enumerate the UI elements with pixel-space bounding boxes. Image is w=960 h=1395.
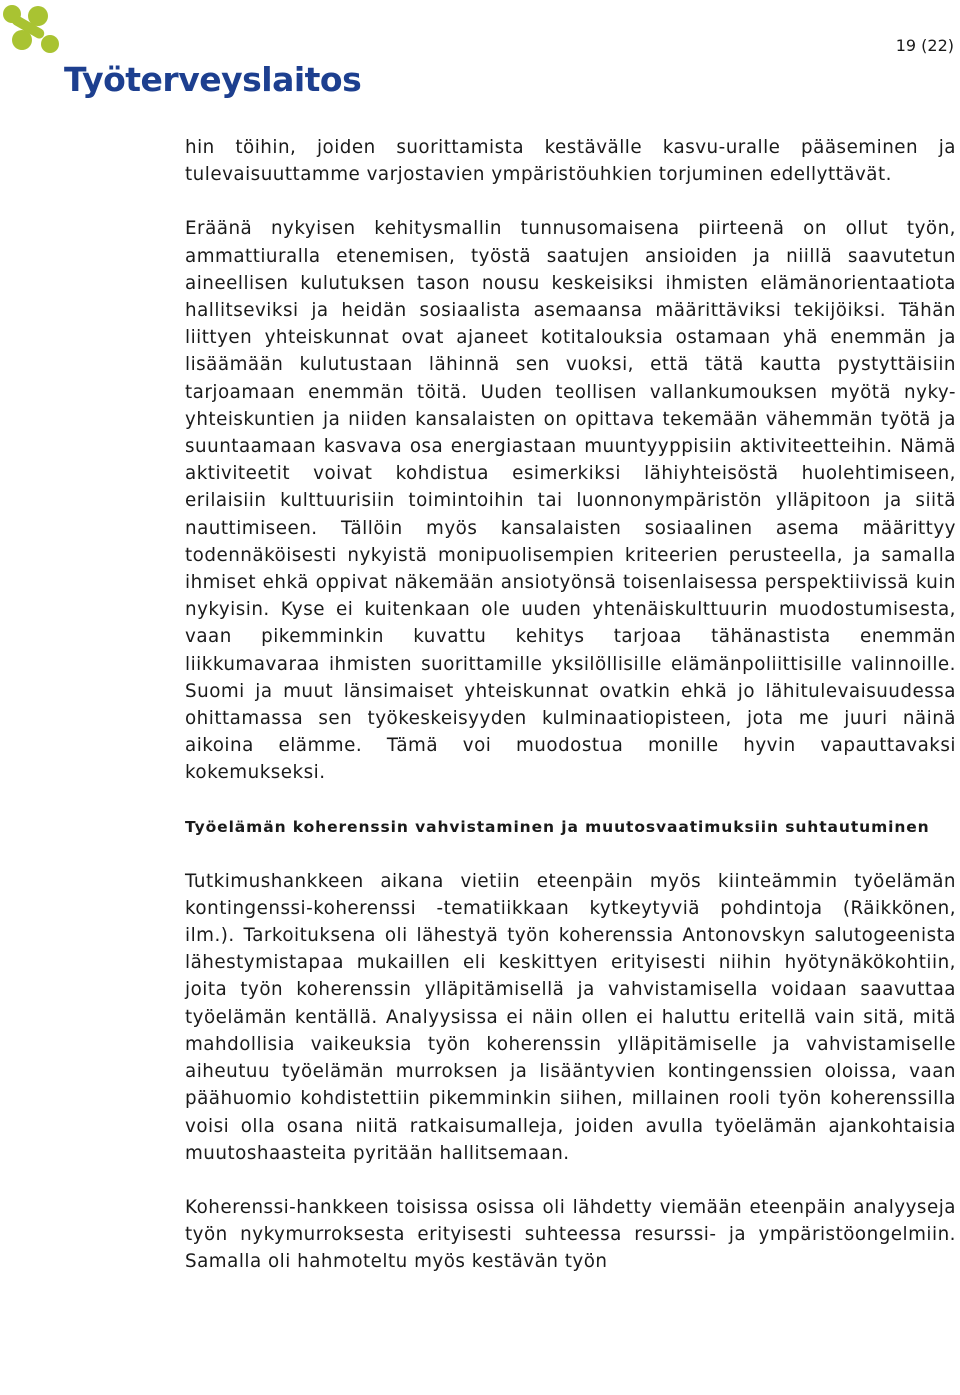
page-number: 19 (22): [895, 36, 954, 55]
logo-mark-icon: [0, 0, 64, 64]
paragraph-research-project: Tutkimushankkeen aikana vietiin eteenpäin myös kiinteämmin työelämän kontingenssi-koherenssi -tematiikkaan kytkeytyviä pohdintoja (Räikkönen, ilm.). Tarkoituksena oli lähestyä työn koherenssia Antonovskyn salutogeenista lähestymistapaa mukaillen eli keskittyen erityisesti niihin hyötynäkökohtiin, joita työn koherenssin ylläpitämisellä ja vahvistamisella voidaan saavuttaa työelämän kentällä. Analyysissa ei näin ollen ei haluttu eritellä vain sitä, mitä mahdollisia vaikeuksia työn koherenssin ylläpitämiselle ja vahvistamiselle aiheutuu työelämän murroksen ja lisääntyvien kontingenssien oloissa, vaan päähuomio kohdistettiin pikemminkin siihen, millainen rooli työn koherenssilla voisi olla osana niitä ratkaisumalleja, joiden avulla työelämän ajankohtaisia muutoshaasteita pyritään hallitsemaan.: [185, 870, 956, 1164]
section-heading: Työelämän koherenssin vahvistaminen ja muutosvaatimuksiin suhtautuminen: [185, 817, 930, 836]
document-body: [185, 134, 956, 1276]
paragraph-continuation: hin töihin, joiden suorittamista kestävälle kasvu-uralle pääseminen ja tulevaisuuttamme varjostavien ympäristöuhkien torjuminen edellyttävät.: [185, 137, 956, 186]
organization-logo: [0, 0, 362, 110]
paragraph-development-model: Eräänä nykyisen kehitysmallin tunnusomaisena piirteenä on ollut työn, ammattiuralla etenemisen, työstä saatujen ansioiden ja niillä saavutetun aineellisen kulutuksen tason nousu keskeisiksi ihmisten elämänorientaatiota hallitseviksi ja heidän sosiaalista asemaansa määrittäviksi tekijöiksi. Tähän liittyen yhteiskunnat ovat ajaneet kotitalouksia ostamaan yhä enemmän ja lisäämään kulutustaan lähinnä sen vuoksi, että tätä kautta pystyttäisiin tarjoamaan enemmän töitä. Uuden teollisen vallankumouksen myötä nyky-yhteiskuntien ja niiden kansalaisten on opittava tekemään vähemmän työtä ja suuntaamaan kasvava osa energiastaan muuntyyppisiin aktiviteetteihin. Nämä aktiviteetit voivat kohdistua esimerkiksi lähiyhteisöstä huolehtimiseen, erilaisiin kulttuurisiin toimintoihin tai luonnonympäristön ylläpitoon ja siitä nauttimiseen. Tällöin myös kansalaisten sosiaalinen asema määrittyy todennäköisesti nykyistä monipuolisempien kriteerien perusteella, ja samalla ihmiset ehkä oppivat näkemään ansiotyönsä toisenlaisessa perspektiivissä kuin nykyisin. Kyse ei kuitenkaan ole uuden yhtenäiskulttuurin muodostumisesta, vaan pikemminkin kuvattu kehitys tarjoaa tähänastista enemmän liikkumavaraa ihmisten suorittamille yksilöllisille elämänpoliittisille valinnoille. Suomi ja muut länsimaiset yhteiskunnat ovatkin ehkä jo lähitulevaisuudessa ohittamassa sen työkeskeisyyden kulminaatiopisteen, jota me juuri näinä aikoina elämme. Tämä voi muodostua monille hyvin vapauttavaksi kokemukseksi.: [185, 218, 956, 784]
logo-wordmark: Työterveyslaitos: [64, 60, 362, 99]
paragraph-coherence-project: Koherenssi-hankkeen toisissa osissa oli lähdetty viemään eteenpäin analyyseja työn nykymurroksesta erityisesti suhteessa resurssi- ja ympäristöongelmiin. Samalla oli hahmoteltu myös kestävän työn: [185, 1196, 956, 1273]
